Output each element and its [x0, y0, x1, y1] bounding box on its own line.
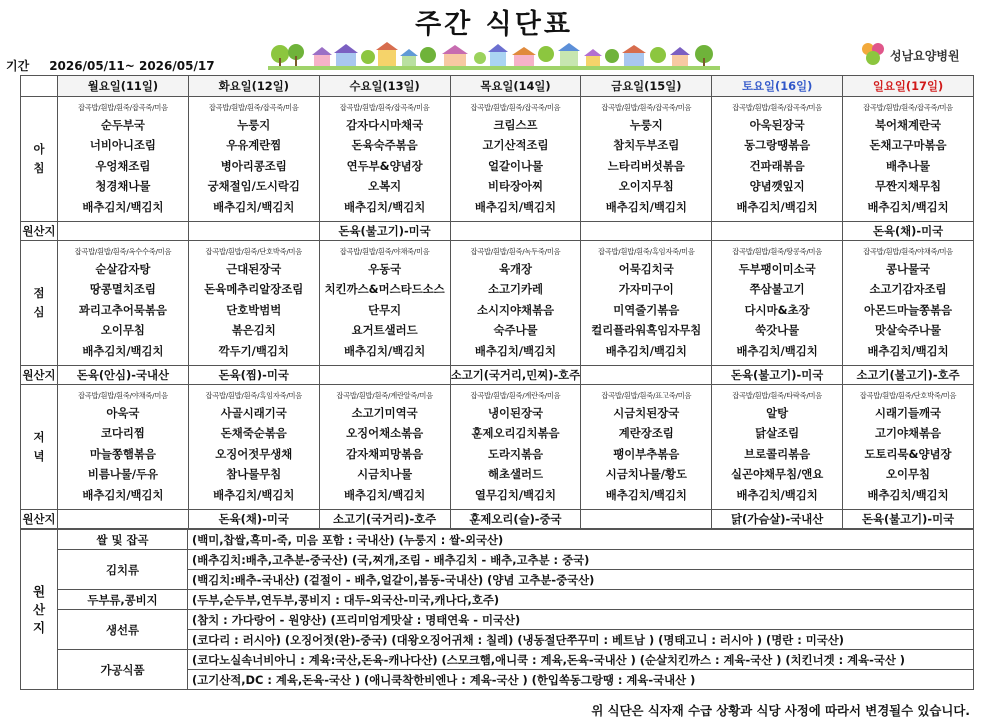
rice-options: 잡곡밥/흰밥/흰죽/표고죽/미음 — [601, 390, 692, 400]
dish-item: 오복지 — [368, 179, 402, 194]
dish-item: 누룽지 — [237, 117, 271, 132]
rice-options: 잡곡밥/흰밥/흰죽/흑임자죽/미음 — [205, 390, 303, 400]
day-header-row — [21, 76, 974, 97]
origin-detail: (배추김치:배추,고추분-중국산) (국,찌개,조림 - 배추김치 - 배추,고추분 : 중국) — [188, 550, 974, 570]
dish-item: 마늘쫑햄볶음 — [89, 446, 156, 461]
dish-item: 청경채나물 — [95, 179, 151, 194]
origin-detail: (코다노실속너비아니 : 계육:국산,돈육-캐나다산) (스모크햄,애니쿡 : 계육,돈육-국내산 ) (순살치킨까스 : 계육-국산 ) (치킨너겟 : 계육-국산 ) — [188, 650, 974, 670]
dish-item: 소시지야채볶음 — [476, 302, 554, 317]
dish-item: 꽈리고추어묵볶음 — [78, 302, 167, 317]
origin-cell: 소고기(국거리)-호주 — [319, 510, 450, 529]
dish-item: 콩나물국 — [886, 261, 931, 276]
rice-options: 잡곡밥/흰밥/흰죽/잡곡죽/미음 — [863, 102, 953, 112]
origin-row — [21, 366, 974, 385]
dish-item: 우유계란찜 — [226, 138, 282, 153]
origin-category: 쌀 및 잡곡 — [58, 530, 188, 550]
dish-item: 배추김치/백김치 — [605, 199, 687, 214]
dish-item: 브로콜리볶음 — [744, 446, 811, 461]
origin-label: 원산지 — [21, 366, 58, 385]
dish-item: 돈육메추리알장조림 — [204, 282, 304, 297]
origin-detail: (코다리 : 러시아) (오징어젓(완)-중국) (대왕오징어귀채 : 칠레) (냉동절단쭈꾸미 : 베트남 ) (명태고니 : 러시아 ) (명란 : 미국산) — [188, 630, 974, 650]
meal-label — [21, 241, 58, 366]
origin-cell — [712, 222, 843, 241]
dish-item: 쑥갓나물 — [755, 323, 800, 338]
rice-options: 잡곡밥/흰밥/흰죽/계란알죽/미음 — [336, 390, 433, 400]
dish-item: 아몬드마늘쫑볶음 — [864, 302, 953, 317]
menu-cell — [188, 241, 319, 366]
rice-options: 잡곡밥/흰밥/흰죽/옥수수죽/미음 — [74, 246, 172, 256]
menu-cell — [712, 241, 843, 366]
dish-item: 코다리찜 — [100, 426, 145, 441]
origin-info-table — [20, 529, 974, 690]
dish-item: 시래기들깨국 — [875, 405, 942, 420]
menu-cell — [581, 385, 712, 510]
dish-item: 요거트샐러드 — [351, 323, 418, 338]
menu-cell — [319, 385, 450, 510]
origin-cell: 소고기(불고기)-호주 — [843, 366, 974, 385]
menu-cell — [843, 385, 974, 510]
dish-item: 닭살조림 — [755, 426, 800, 441]
weekly-menu-table — [20, 75, 974, 529]
dish-item: 배추김치/백김치 — [213, 199, 295, 214]
menu-cell — [319, 97, 450, 222]
dish-item: 가자미구이 — [618, 282, 674, 297]
dish-item: 비름나물/두유 — [87, 467, 159, 482]
origin-cell — [581, 222, 712, 241]
day-header: 금요일(15일) — [581, 76, 712, 97]
menu-cell — [581, 241, 712, 366]
dish-item: 배추김치/백김치 — [344, 343, 426, 358]
dish-item: 오이무침 — [886, 467, 931, 482]
dish-item: 아욱된장국 — [749, 117, 805, 132]
origin-cell — [319, 366, 450, 385]
meal-label — [21, 97, 58, 222]
dish-item: 오이지무침 — [618, 179, 674, 194]
dish-item: 오징어젓무생채 — [215, 446, 293, 461]
origin-cell: 돈육(채)-미국 — [843, 222, 974, 241]
dish-item: 병아리콩조림 — [220, 158, 287, 173]
meal-name: 점 심 — [33, 286, 45, 319]
menu-cell — [843, 241, 974, 366]
dish-item: 배추김치/백김치 — [474, 199, 557, 214]
day-header: 일요일(17일) — [843, 76, 974, 97]
menu-cell — [58, 97, 189, 222]
origin-side-label — [21, 530, 58, 690]
meal-row — [21, 385, 974, 510]
rice-options: 잡곡밥/흰밥/흰죽/야채죽/미음 — [863, 246, 953, 256]
origin-category: 가공식품 — [58, 650, 188, 690]
dish-item: 동그랑땡볶음 — [744, 138, 811, 153]
dish-item: 다시마&초장 — [744, 302, 810, 317]
dish-item: 시금치나물 — [357, 467, 413, 482]
meal-name: 저 녁 — [33, 430, 45, 463]
origin-row — [21, 510, 974, 529]
origin-cell: 돈육(불고기)-미국 — [843, 510, 974, 529]
dish-item: 참치두부조림 — [613, 138, 680, 153]
dish-item: 알탕 — [766, 405, 789, 420]
dish-item: 고기산적조림 — [482, 138, 549, 153]
dish-item: 배추김치/백김치 — [605, 487, 687, 502]
origin-cell: 닭(가슴살)-국내산 — [712, 510, 843, 529]
footer-note: 위 식단은 식자재 수급 상황과 식당 사정에 따라서 변경될수 있습니다. — [591, 703, 970, 718]
hospital-logo — [858, 40, 983, 68]
dish-item: 돈육숙주볶음 — [351, 138, 418, 153]
rice-options: 잡곡밥/흰밥/흰죽/잡곡죽/미음 — [339, 102, 430, 112]
dish-item: 너비아니조림 — [89, 138, 156, 153]
dish-item: 소고기카레 — [487, 282, 543, 297]
origin-label: 원산지 — [21, 222, 58, 241]
origin-cell: 훈제오리(슬)-중국 — [450, 510, 581, 529]
rice-options: 잡곡밥/흰밥/흰죽/잡곡죽/미음 — [208, 102, 299, 112]
origin-detail: (두부,순두부,연두부,콩비지 : 대두-외국산-미국,캐나다,호주) — [188, 590, 974, 610]
dish-item: 냉이된장국 — [487, 405, 543, 420]
rice-options: 잡곡밥/흰밥/흰죽/단호박죽/미음 — [859, 390, 957, 400]
dish-item: 시금치된장국 — [613, 405, 680, 420]
origin-info-row — [21, 610, 974, 630]
rice-options: 잡곡밥/흰밥/흰죽/단호박죽/미음 — [205, 246, 303, 256]
rice-options: 잡곡밥/흰밥/흰죽/잡곡죽/미음 — [78, 102, 168, 112]
dish-item: 배추김치/백김치 — [867, 343, 949, 358]
day-header: 화요일(12일) — [188, 76, 319, 97]
meal-label — [21, 385, 58, 510]
day-header: 월요일(11일) — [58, 76, 189, 97]
dish-item: 해초샐러드 — [487, 467, 543, 482]
dish-item: 고기야채볶음 — [875, 426, 942, 441]
rice-options: 잡곡밥/흰밥/흰죽/녹두죽/미음 — [470, 246, 561, 256]
dish-item: 배추김치/백김치 — [82, 487, 164, 502]
dish-item: 배추김치/백김치 — [867, 487, 949, 502]
dish-item: 배추김치/백김치 — [82, 343, 164, 358]
origin-info-row — [21, 590, 974, 610]
origin-row — [21, 222, 974, 241]
menu-cell — [450, 241, 581, 366]
dish-item: 두부팽이미소국 — [738, 261, 816, 276]
menu-cell — [712, 385, 843, 510]
origin-cell — [450, 222, 581, 241]
dish-item: 건파래볶음 — [749, 158, 805, 173]
dish-item: 우동국 — [368, 261, 402, 276]
dish-item: 얼갈이나물 — [487, 158, 543, 173]
day-header: 수요일(13일) — [319, 76, 450, 97]
menu-cell — [58, 241, 189, 366]
origin-category: 두부류,콩비지 — [58, 590, 188, 610]
origin-cell: 소고기(국거리,민찌)-호주 — [450, 366, 581, 385]
dish-item: 팽이부추볶음 — [613, 446, 680, 461]
origin-detail: (백김치:배추-국내산) (겉절이 - 배추,얼갈이,봄동-국내산) (양념 고추분-중국산) — [188, 570, 974, 590]
origin-cell — [58, 510, 189, 529]
origin-cell — [188, 222, 319, 241]
origin-detail: (백미,찹쌀,흑미-죽, 미음 포함 : 국내산) (누룽지 : 쌀-외국산) — [188, 530, 974, 550]
menu-cell — [843, 97, 974, 222]
dish-item: 배추김치/백김치 — [82, 199, 164, 214]
dish-item: 볶은김치 — [231, 323, 276, 338]
dish-item: 배추김치/백김치 — [736, 343, 818, 358]
page-title: 주간 식단표 — [415, 9, 573, 40]
origin-cell: 돈육(채)-미국 — [188, 510, 319, 529]
dish-item: 배추김치/백김치 — [736, 487, 818, 502]
dish-item: 맛살숙주나물 — [875, 323, 942, 338]
origin-detail: (참치 : 가다랑어 - 원양산) (프리미엄게맛살 : 명태연육 - 미국산) — [188, 610, 974, 630]
dish-item: 배추김치/백김치 — [474, 343, 557, 358]
rice-options: 잡곡밥/흰밥/흰죽/야채죽/미음 — [339, 246, 430, 256]
menu-cell — [450, 385, 581, 510]
dish-item: 순살감자탕 — [95, 261, 151, 276]
menu-cell — [712, 97, 843, 222]
dish-item: 컬리플라워흑임자무침 — [591, 323, 702, 338]
meal-name: 아 침 — [33, 142, 45, 175]
dish-item: 계란장조림 — [618, 426, 674, 441]
hospital-name: 성남요양병원 — [890, 49, 960, 63]
dish-item: 우엉채조림 — [95, 158, 151, 173]
day-header: 토요일(16일) — [712, 76, 843, 97]
corner-cell — [21, 76, 58, 97]
rice-options: 잡곡밥/흰밥/흰죽/흑임자죽/미음 — [598, 246, 695, 256]
period-label: 기간 — [6, 59, 30, 73]
origin-label: 원산지 — [21, 510, 58, 529]
dish-item: 미역줄기볶음 — [613, 302, 680, 317]
dish-item: 돈채고구마볶음 — [869, 138, 947, 153]
origin-category: 생선류 — [58, 610, 188, 650]
dish-item: 북어채계란국 — [875, 117, 942, 132]
dish-item: 연두부&양념장 — [346, 158, 423, 173]
dish-item: 궁채절임/도시락김 — [207, 179, 300, 194]
dish-item: 단호박범벅 — [226, 302, 282, 317]
dish-item: 무짠지채무침 — [875, 179, 942, 194]
origin-cell — [581, 366, 712, 385]
rice-options: 잡곡밥/흰밥/흰죽/땅콩죽/미음 — [732, 246, 823, 256]
dish-item: 시금치나물/황도 — [605, 467, 687, 482]
dish-item: 열무김치/백김치 — [474, 487, 557, 502]
dish-item: 크림스프 — [493, 117, 538, 132]
menu-cell — [188, 385, 319, 510]
origin-cell — [58, 222, 189, 241]
rice-options: 잡곡밥/흰밥/흰죽/계란죽/미음 — [470, 390, 561, 400]
dish-item: 배추나물 — [886, 158, 931, 173]
dish-item: 오징어채소볶음 — [346, 426, 424, 441]
menu-cell — [319, 241, 450, 366]
dish-item: 순두부국 — [100, 117, 145, 132]
dish-item: 배추김치/백김치 — [867, 199, 949, 214]
meal-row — [21, 241, 974, 366]
origin-info-row — [21, 550, 974, 570]
origin-info-row — [21, 530, 974, 550]
origin-cell — [581, 510, 712, 529]
origin-side-text: 원 산 지 — [32, 583, 46, 635]
menu-cell — [58, 385, 189, 510]
origin-cell: 돈육(찜)-미국 — [188, 366, 319, 385]
dish-item: 느타리버섯볶음 — [607, 158, 685, 173]
dish-item: 아욱국 — [106, 405, 140, 420]
dish-item: 육개장 — [498, 261, 532, 276]
dish-item: 소고기감자조림 — [869, 282, 947, 297]
dish-item: 도라지볶음 — [487, 446, 543, 461]
dish-item: 훈제오리김치볶음 — [471, 426, 560, 441]
dish-item: 도토리묵&양념장 — [864, 446, 952, 461]
dish-item: 소고기미역국 — [351, 405, 418, 420]
rice-options: 잡곡밥/흰밥/흰죽/잡곡죽/미음 — [732, 102, 823, 112]
day-header: 목요일(14일) — [450, 76, 581, 97]
rice-options: 잡곡밥/흰밥/흰죽/타락죽/미음 — [732, 390, 823, 400]
menu-cell — [188, 97, 319, 222]
dish-item: 배추김치/백김치 — [344, 487, 426, 502]
dish-item: 숙주나물 — [493, 323, 538, 338]
meal-row — [21, 97, 974, 222]
dish-item: 배추김치/백김치 — [605, 343, 687, 358]
dish-item: 실곤야채무침/앤요 — [731, 467, 824, 482]
dish-item: 감자채피망볶음 — [346, 446, 424, 461]
rice-options: 잡곡밥/흰밥/흰죽/잡곡죽/미음 — [470, 102, 561, 112]
dish-item: 깍두기/백김치 — [218, 343, 289, 358]
dish-item: 근대된장국 — [226, 261, 282, 276]
menu-cell — [450, 97, 581, 222]
village-illustration — [268, 40, 720, 70]
dish-item: 땅콩멸치조림 — [89, 282, 156, 297]
dish-item: 배추김치/백김치 — [213, 487, 295, 502]
dish-item: 감자다시마채국 — [346, 117, 424, 132]
origin-detail: (고기산적,DC : 계육,돈육-국산 ) (애니쿡착한비엔나 : 계육-국산 ) (한입쏙동그랑땡 : 계육-국내산 ) — [188, 670, 974, 690]
dish-item: 배추김치/백김치 — [736, 199, 818, 214]
origin-cell: 돈육(불고기)-미국 — [319, 222, 450, 241]
dish-item: 돈채죽순볶음 — [220, 426, 287, 441]
dish-item: 어묵김치국 — [618, 261, 674, 276]
period — [6, 57, 215, 74]
rice-options: 잡곡밥/흰밥/흰죽/야채죽/미음 — [78, 390, 168, 400]
origin-cell: 돈육(안심)-국내산 — [58, 366, 189, 385]
period-value: 2026/05/11~ 2026/05/17 — [49, 59, 215, 73]
origin-info-row — [21, 650, 974, 670]
dish-item: 사골시래기국 — [220, 405, 287, 420]
dish-item: 누룽지 — [629, 117, 663, 132]
dish-item: 배추김치/백김치 — [344, 199, 426, 214]
dish-item: 오이무침 — [100, 323, 145, 338]
dish-item: 단무지 — [368, 302, 402, 317]
dish-item: 비타장아찌 — [487, 179, 543, 194]
menu-cell — [581, 97, 712, 222]
dish-item: 쭈삼불고기 — [749, 282, 805, 297]
dish-item: 치킨까스&머스타드소스 — [324, 282, 445, 297]
dish-item: 양념깻잎지 — [749, 179, 805, 194]
dish-item: 참나물무침 — [226, 467, 282, 482]
hospital-logo-icon — [858, 40, 888, 68]
origin-cell: 돈육(불고기)-미국 — [712, 366, 843, 385]
rice-options: 잡곡밥/흰밥/흰죽/잡곡죽/미음 — [601, 102, 692, 112]
origin-category: 김치류 — [58, 550, 188, 590]
